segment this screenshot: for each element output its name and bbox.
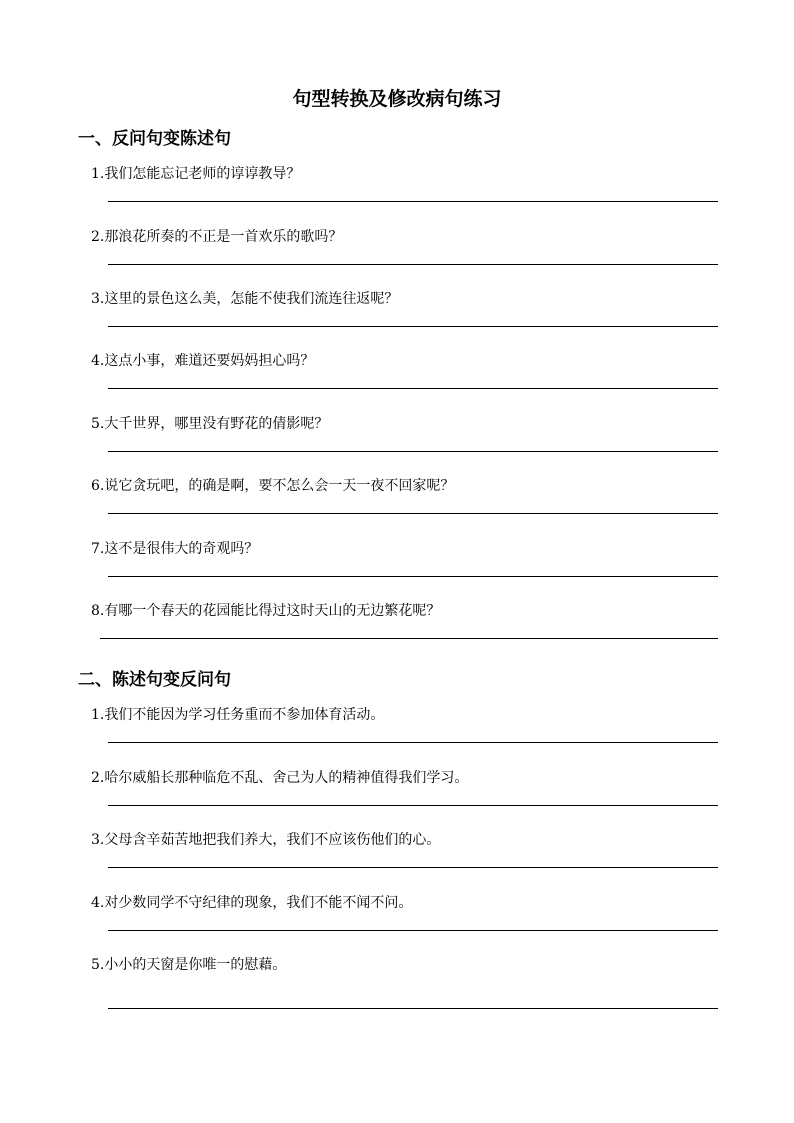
answer-line[interactable]: [108, 264, 718, 265]
answer-line[interactable]: [108, 867, 718, 868]
answer-line[interactable]: [108, 388, 718, 389]
question-item: [91, 600, 721, 662]
answer-line[interactable]: [108, 805, 718, 806]
answer-line[interactable]: [108, 326, 718, 327]
question-text: 1.我们怎能忘记老师的谆谆教导？: [91, 166, 301, 182]
question-item: [91, 413, 721, 475]
answer-line[interactable]: [108, 201, 718, 202]
section-heading-1: 一、反问句变陈述句: [78, 129, 231, 149]
question-text: 2.哈尔威船长那种临危不乱、舍己为人的精神值得我们学习。: [91, 770, 469, 786]
question-text: 1.我们不能因为学习任务重而不参加体育活动。: [91, 707, 385, 723]
answer-line[interactable]: [100, 638, 718, 639]
answer-line[interactable]: [108, 513, 718, 514]
question-text: 2.那浪花所奏的不正是一首欢乐的歌吗？: [91, 229, 343, 245]
question-item: [91, 829, 721, 891]
answer-line[interactable]: [108, 576, 718, 577]
question-text: 8.有哪一个春天的花园能比得过这时天山的无边繁花呢？: [91, 603, 441, 619]
question-text: 3.父母含辛茹苦地把我们养大，我们不应该伤他们的心。: [91, 832, 441, 848]
question-item: [91, 704, 721, 766]
answer-line[interactable]: [108, 1008, 718, 1009]
question-item: [91, 475, 721, 537]
question-text: 6.说它贪玩吧，的确是啊，要不怎么会一天一夜不回家呢？: [91, 478, 455, 494]
answer-line[interactable]: [108, 742, 718, 743]
question-text: 3.这里的景色这么美，怎能不使我们流连往返呢？: [91, 291, 399, 307]
question-item: [91, 767, 721, 829]
section-heading-2: 二、陈述句变反问句: [78, 670, 231, 690]
answer-line[interactable]: [108, 451, 718, 452]
question-text: 5.大千世界，哪里没有野花的倩影呢？: [91, 416, 329, 432]
question-item: [91, 892, 721, 954]
question-item: [91, 163, 721, 225]
question-item: [91, 538, 721, 600]
answer-line[interactable]: [108, 930, 718, 931]
question-text: 4.对少数同学不守纪律的现象，我们不能不闻不问。: [91, 895, 413, 911]
question-item: [91, 954, 721, 1016]
question-text: 4.这点小事，难道还要妈妈担心吗？: [91, 353, 315, 369]
question-text: 5.小小的天窗是你唯一的慰藉。: [91, 957, 287, 973]
question-item: [91, 350, 721, 412]
question-item: [91, 226, 721, 288]
worksheet-title: 句型转换及修改病句练习: [292, 88, 502, 110]
question-text: 7.这不是很伟大的奇观吗？: [91, 541, 259, 557]
question-item: [91, 288, 721, 350]
